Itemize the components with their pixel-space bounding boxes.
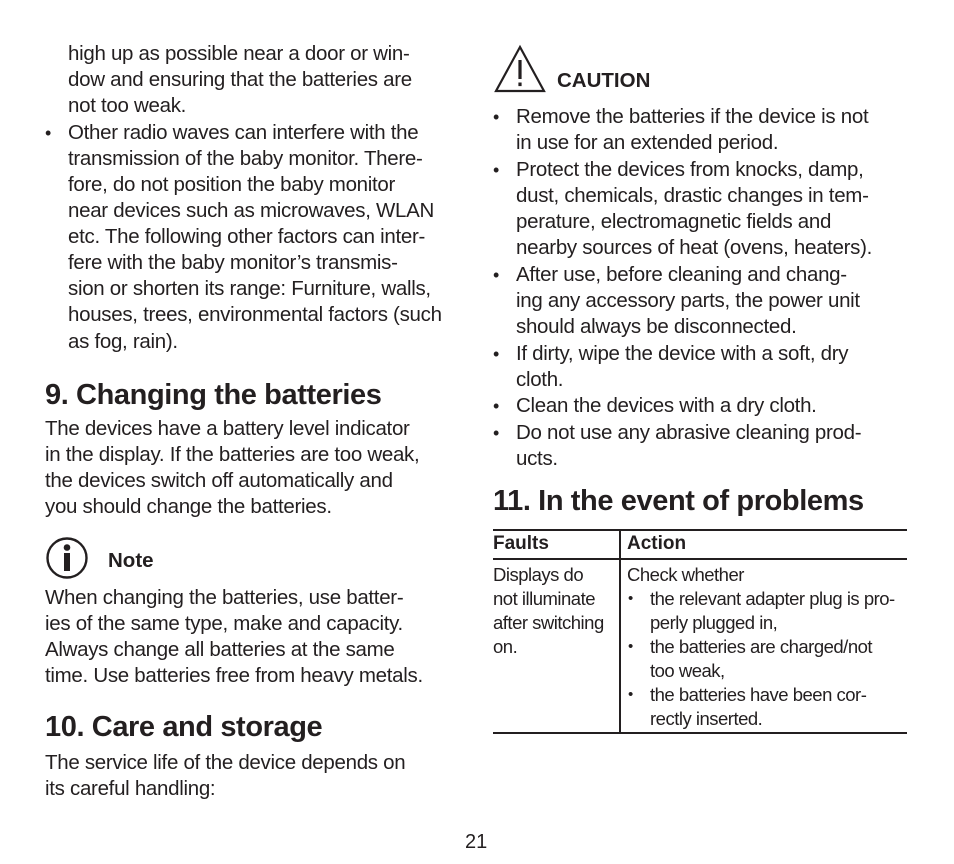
action-bullet-line: the relevant adapter plug is pro- <box>650 588 895 609</box>
note-body-line: ies of the same type, make and capacity. <box>45 612 403 635</box>
table-column-divider <box>619 529 621 733</box>
note-label: Note <box>108 549 154 572</box>
section-9-body-line: The devices have a battery level indicator <box>45 417 410 440</box>
bullet-marker: • <box>493 160 500 180</box>
bullet-marker: • <box>493 344 500 364</box>
section-10-body-line: its careful handling: <box>45 777 216 800</box>
bullet-marker: • <box>628 686 634 703</box>
bullet-marker: • <box>493 265 500 285</box>
bullet-marker: • <box>628 590 634 607</box>
fault-cell-line: Displays do <box>493 564 584 585</box>
caution-bullet-line: in use for an extended period. <box>516 131 779 154</box>
bullet-text-line: Other radio waves can interfere with the <box>68 121 419 144</box>
bullet-text-line: near devices such as microwaves, WLAN <box>68 199 435 222</box>
section-9-body-line: the devices switch off automatically and <box>45 469 393 492</box>
table-header-action: Action <box>627 533 687 554</box>
note-body-line: time. Use batteries free from heavy metals. <box>45 664 423 687</box>
section-9-body-line: you should change the batteries. <box>45 495 332 518</box>
caution-bullet-line: If dirty, wipe the device with a soft, dry <box>516 342 849 365</box>
action-bullet-line: rectly inserted. <box>650 708 763 729</box>
warning-triangle-icon <box>493 44 547 94</box>
bullet-text-line: fore, do not position the baby monitor <box>68 173 396 196</box>
action-bullet-line: the batteries are charged/not <box>650 636 873 657</box>
table-header-rule <box>493 558 907 560</box>
continuation-line: dow and ensuring that the batteries are <box>68 68 412 91</box>
bullet-text-line: etc. The following other factors can inter- <box>68 225 426 248</box>
action-bullet-line: the batteries have been cor- <box>650 684 867 705</box>
note-body-line: When changing the batteries, use batter- <box>45 586 404 609</box>
caution-bullet-line: should always be disconnected. <box>516 315 797 338</box>
caution-bullet-line: Clean the devices with a dry cloth. <box>516 394 817 417</box>
fault-cell-line: on. <box>493 636 518 657</box>
table-bottom-rule <box>493 732 907 734</box>
section-10-heading: 10. Care and storage <box>45 711 323 743</box>
table-header-faults: Faults <box>493 533 549 554</box>
caution-bullet-line: ucts. <box>516 447 558 470</box>
bullet-marker: • <box>628 638 634 655</box>
bullet-text-line: as fog, rain). <box>68 330 178 353</box>
table-top-rule <box>493 529 907 531</box>
bullet-text-line: sion or shorten its range: Furniture, walls, <box>68 277 431 300</box>
continuation-line: high up as possible near a door or win- <box>68 42 410 65</box>
caution-bullet-line: Do not use any abrasive cleaning prod- <box>516 421 862 444</box>
caution-bullet-line: dust, chemicals, drastic changes in tem- <box>516 184 869 207</box>
fault-cell-line: not illuminate <box>493 588 596 609</box>
bullet-marker: • <box>493 423 500 443</box>
bullet-marker: • <box>493 107 500 127</box>
action-bullet-line: perly plugged in, <box>650 612 778 633</box>
caution-bullet-line: After use, before cleaning and chang- <box>516 263 847 286</box>
action-bullet-line: too weak, <box>650 660 725 681</box>
section-9-body-line: in the display. If the batteries are too weak, <box>45 443 420 466</box>
bullet-marker: • <box>493 396 500 416</box>
bullet-text-line: fere with the baby monitor’s transmis- <box>68 251 398 274</box>
section-11-heading: 11. In the event of problems <box>493 485 864 517</box>
note-body-line: Always change all batteries at the same <box>45 638 395 661</box>
caution-bullet-line: perature, electromagnetic fields and <box>516 210 832 233</box>
caution-bullet-line: cloth. <box>516 368 564 391</box>
caution-bullet-line: Protect the devices from knocks, damp, <box>516 158 864 181</box>
info-icon <box>45 536 89 580</box>
fault-cell-line: after switching <box>493 612 604 633</box>
bullet-marker: • <box>45 123 52 143</box>
caution-bullet-line: nearby sources of heat (ovens, heaters). <box>516 236 873 259</box>
caution-bullet-line: Remove the batteries if the device is not <box>516 105 869 128</box>
page-number: 21 <box>465 831 488 853</box>
section-10-body-line: The service life of the device depends on <box>45 751 406 774</box>
continuation-line: not too weak. <box>68 94 187 117</box>
action-intro: Check whether <box>627 564 744 585</box>
bullet-text-line: houses, trees, environmental factors (such <box>68 303 442 326</box>
section-9-heading: 9. Changing the batteries <box>45 379 382 411</box>
caution-bullet-line: ing any accessory parts, the power unit <box>516 289 860 312</box>
bullet-text-line: transmission of the baby monitor. There- <box>68 147 423 170</box>
caution-label: CAUTION <box>557 69 651 92</box>
